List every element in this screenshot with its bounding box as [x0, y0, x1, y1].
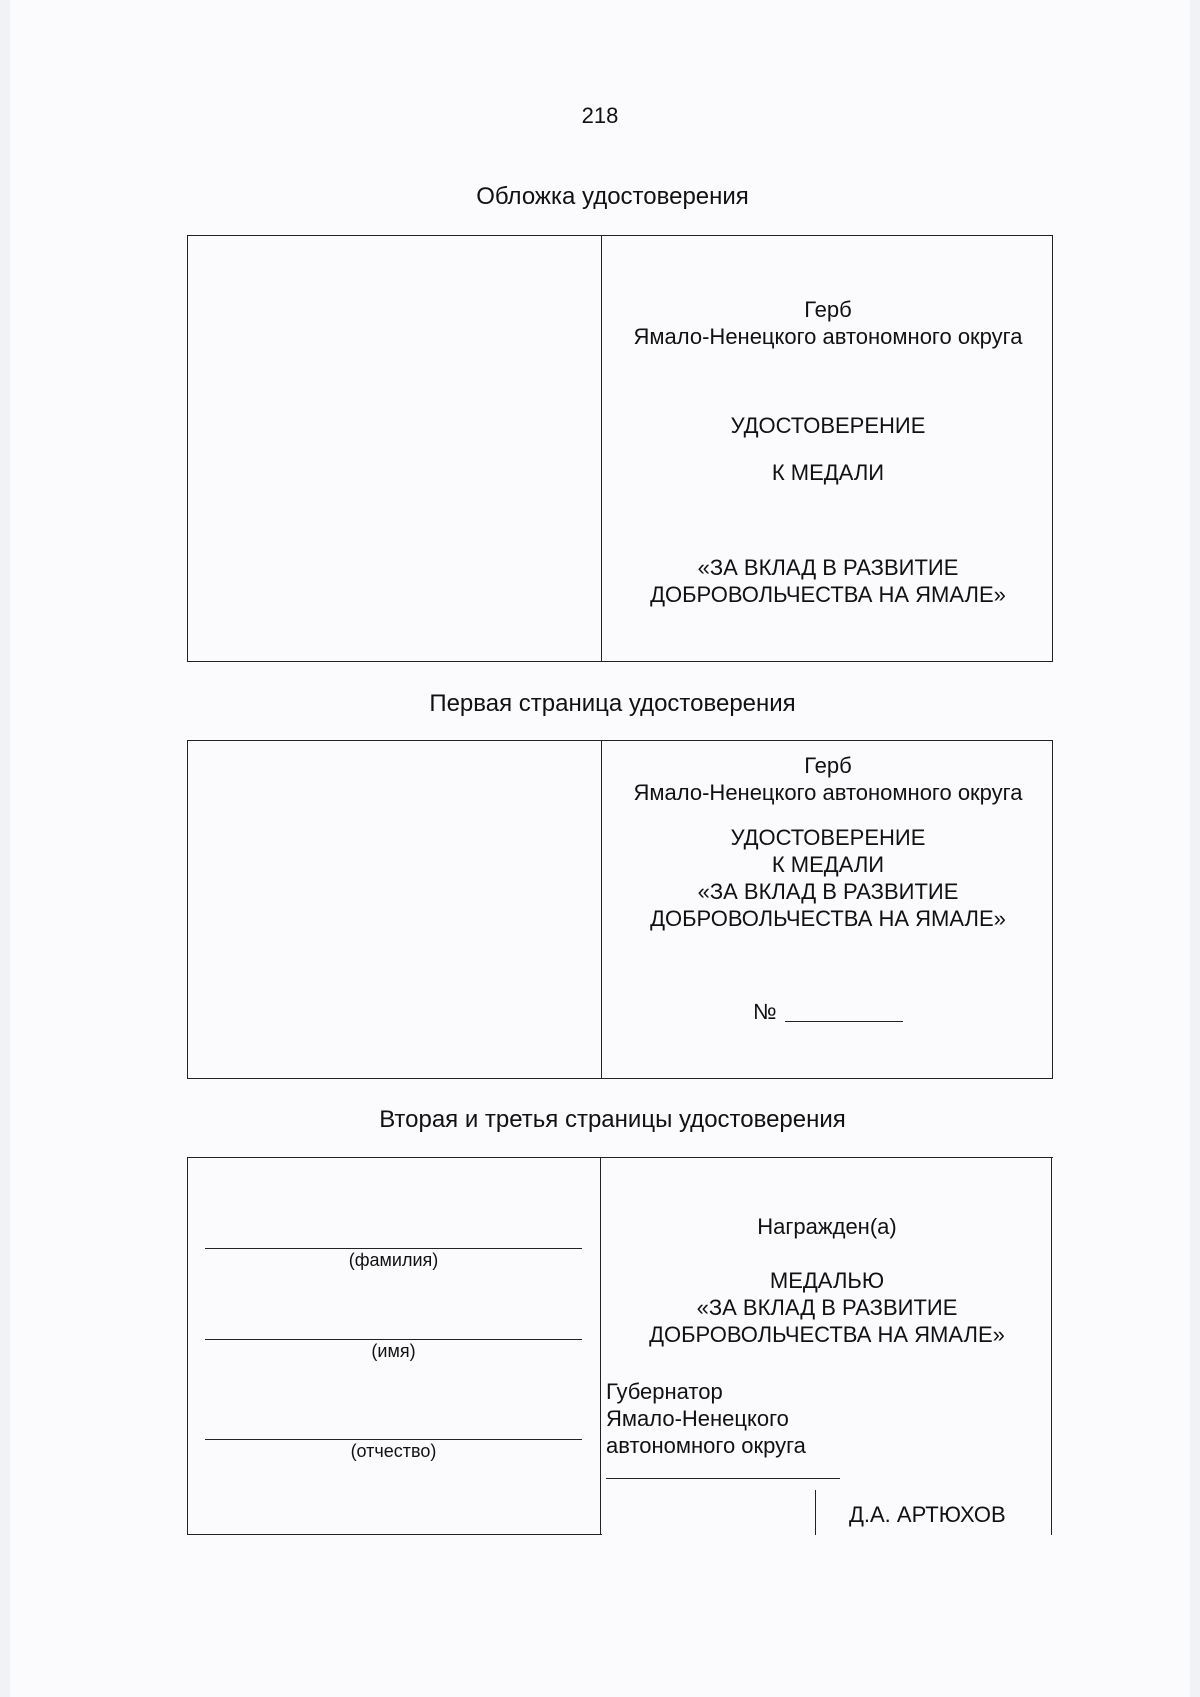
cover-box: [187, 235, 1053, 662]
coat-of-arms-label: Герб: [804, 297, 852, 322]
medal-name-line1: «ЗА ВКЛАД В РАЗВИТИЕ: [697, 879, 959, 904]
page-number: 218: [581, 103, 619, 128]
medal-name-line1: «ЗА ВКЛАД В РАЗВИТИЕ: [697, 555, 959, 580]
cover-title: УДОСТОВЕРЕНИЕ: [730, 413, 926, 438]
governor-line1: Губернатор: [606, 1379, 723, 1404]
certificate-number-label: №: [753, 999, 777, 1024]
signature-line: [606, 1478, 840, 1479]
first-page-coat-of-arms: [602, 752, 1054, 806]
certificate-subtitle: К МЕДАЛИ: [771, 852, 885, 877]
governor-line3: автономного округа: [606, 1433, 806, 1458]
coat-of-arms-label: Герб: [804, 753, 852, 778]
medal-name-line2: ДОБРОВОЛЬЧЕСТВА НА ЯМАЛЕ»: [650, 582, 1006, 607]
awarded-label: Награжден(а): [757, 1214, 897, 1239]
certificate-title: УДОСТОВЕРЕНИЕ: [730, 825, 926, 850]
signatory-name: Д.А. АРТЮХОВ: [849, 1502, 1006, 1527]
medal-word: МЕДАЛЬЮ: [769, 1268, 885, 1293]
first-page-heading: Первая страница удостоверения: [429, 690, 796, 717]
box-left-border: [187, 1157, 188, 1535]
name-line: [205, 1339, 582, 1340]
patronymic-caption: (отчество): [350, 1441, 437, 1461]
award-medal-block: [601, 1267, 1053, 1348]
box-bottom-border: [187, 1534, 602, 1535]
medal-name-line1: «ЗА ВКЛАД В РАЗВИТИЕ: [696, 1295, 958, 1320]
second-third-box: [187, 1157, 1053, 1537]
first-page-title-block: [602, 824, 1054, 932]
region-name: Ямало-Ненецкого автономного округа: [633, 324, 1023, 349]
surname-line: [205, 1248, 582, 1249]
governor-title: [606, 1378, 806, 1459]
surname-caption: (фамилия): [348, 1250, 439, 1270]
certificate-number-line: [785, 1021, 903, 1022]
name-caption: (имя): [371, 1341, 416, 1361]
second-third-heading: Вторая и третья страницы удостоверения: [379, 1106, 846, 1133]
cover-coat-of-arms: [602, 296, 1054, 350]
cover-heading: Обложка удостоверения: [476, 183, 749, 210]
region-name: Ямало-Ненецкого автономного округа: [633, 780, 1023, 805]
first-page-box: [187, 740, 1053, 1079]
patronymic-line: [205, 1439, 582, 1440]
medal-name-line2: ДОБРОВОЛЬЧЕСТВА НА ЯМАЛЕ»: [650, 906, 1006, 931]
cover-subtitle: К МЕДАЛИ: [771, 460, 885, 485]
box-top-border: [187, 1157, 1053, 1158]
stamp-mark-line: [815, 1490, 816, 1535]
governor-line2: Ямало-Ненецкого: [606, 1406, 789, 1431]
medal-name-line2: ДОБРОВОЛЬЧЕСТВА НА ЯМАЛЕ»: [649, 1322, 1005, 1347]
cover-medal-name: [602, 554, 1054, 608]
